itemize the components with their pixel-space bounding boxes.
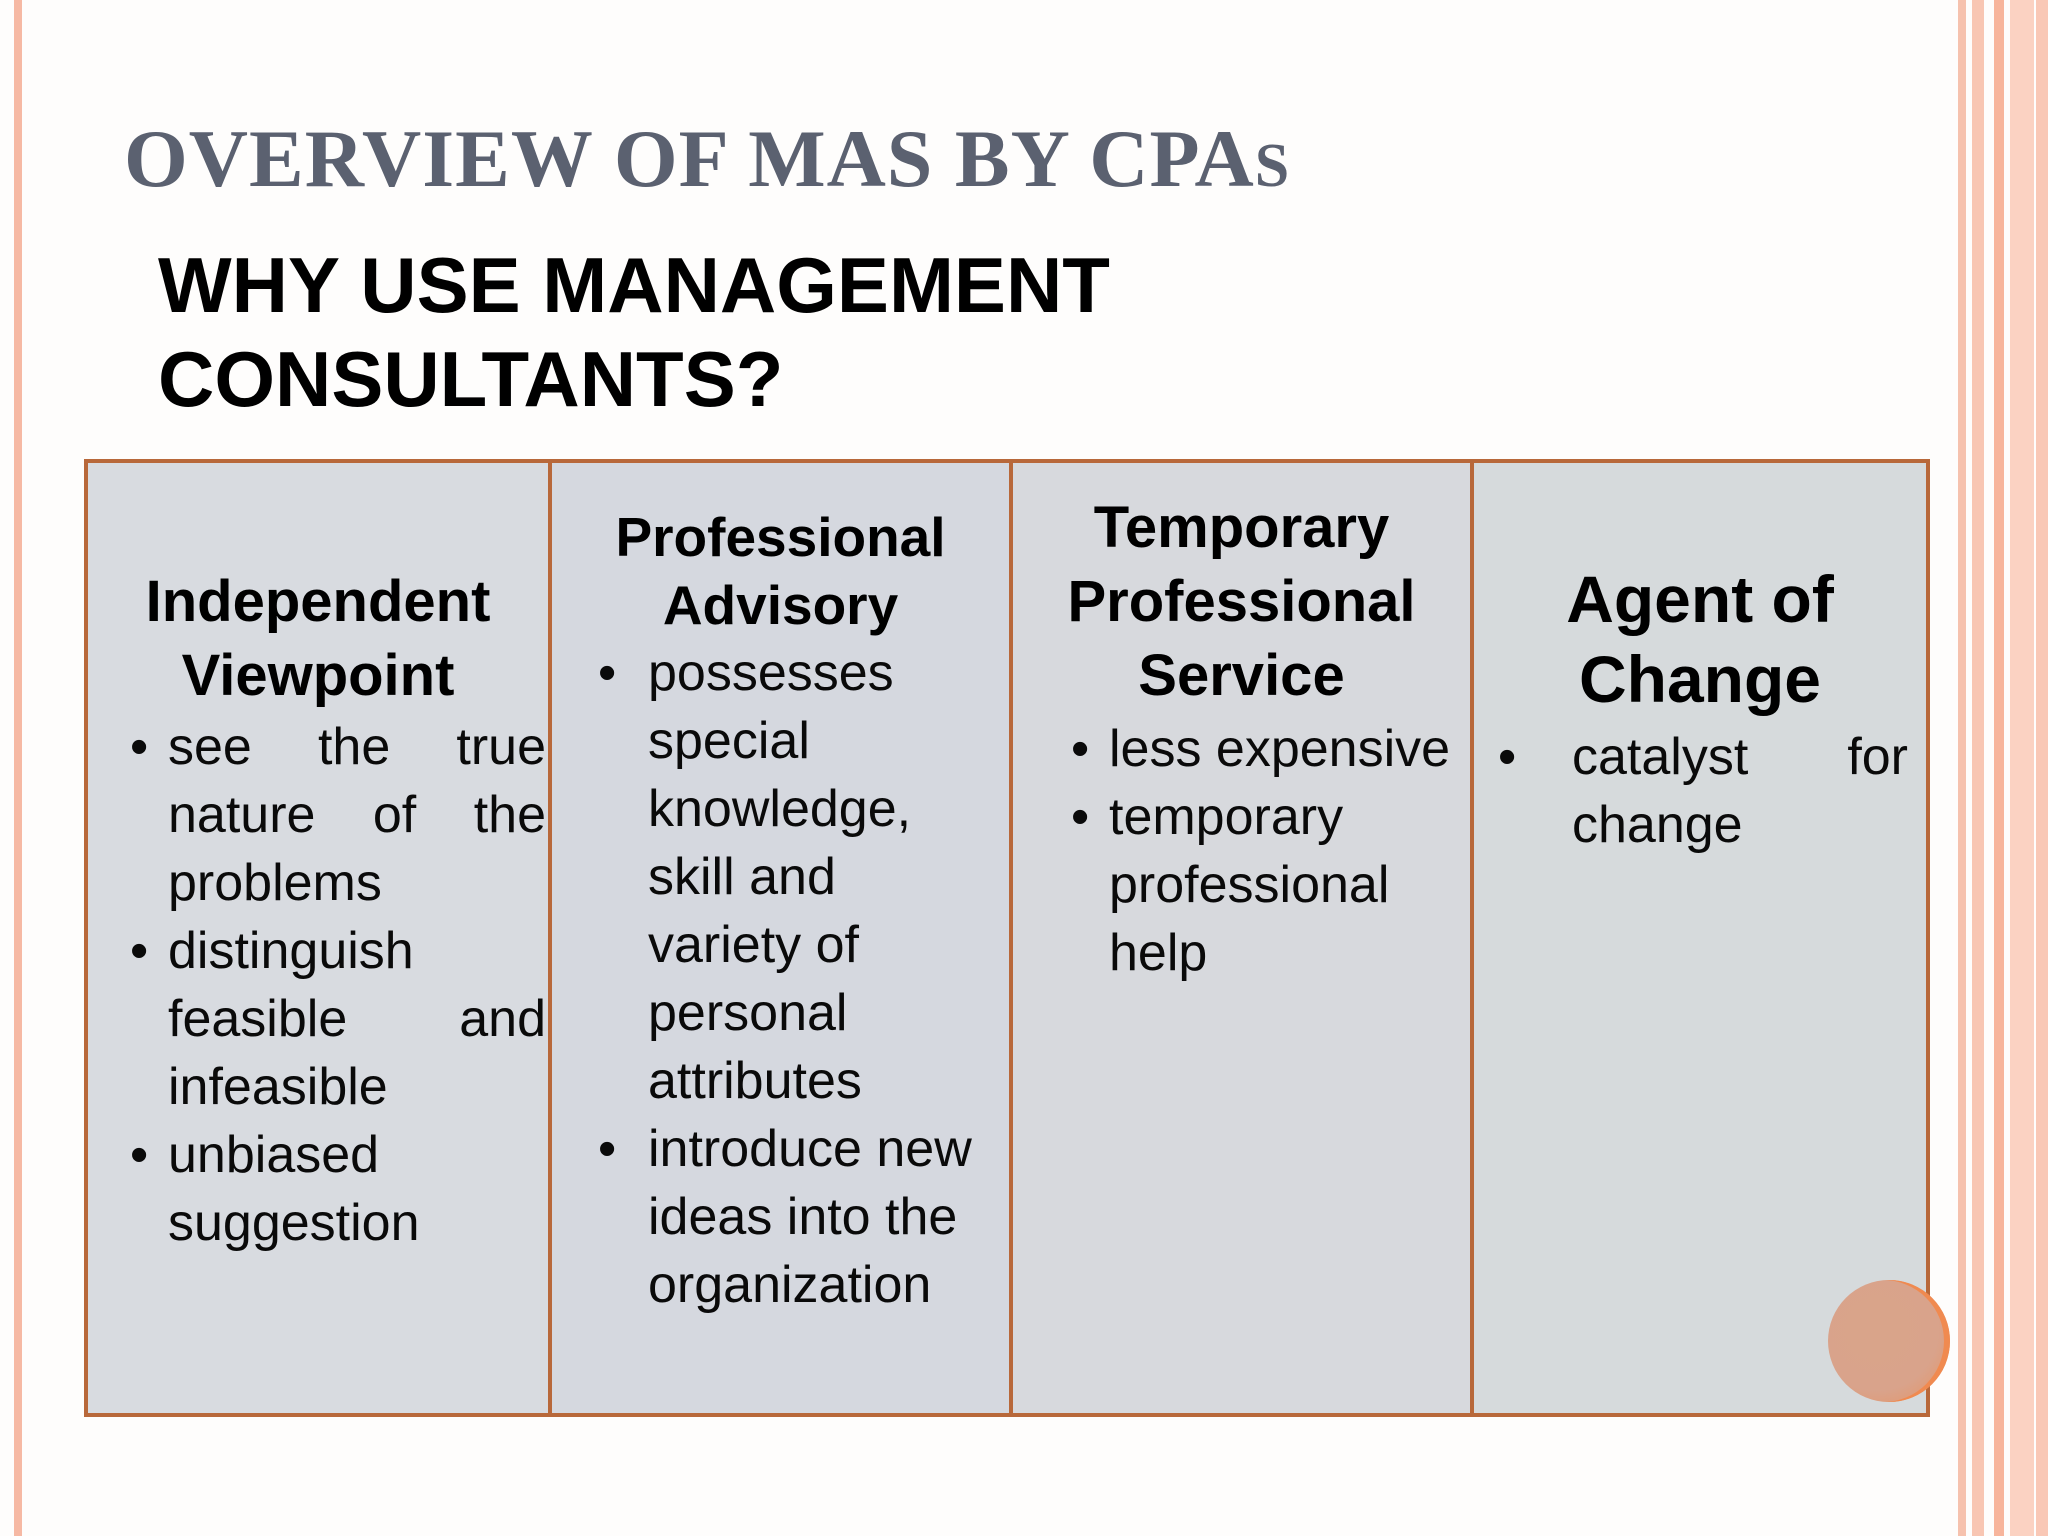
bullet-list [1474, 723, 1926, 859]
bullet-list [1013, 715, 1470, 987]
bullet-item: • distinguish feasible and infeasible [168, 917, 546, 1121]
decorative-stripe-right [1972, 0, 1984, 1536]
decorative-stripe-right [1958, 0, 1966, 1536]
slide-title-suffix: S [1254, 132, 1291, 200]
column-heading: Professional Advisory [615, 506, 946, 636]
decorative-stripe-right [2010, 0, 2034, 1536]
reasons-table [84, 459, 1930, 1417]
bullet-item: • see the true nature of the problems [168, 713, 546, 917]
bullet-item: • temporary professional help [1109, 783, 1464, 987]
bullet-item: • unbiased suggestion [168, 1121, 546, 1257]
column-temporary-professional-service [1009, 463, 1470, 1413]
column-agent-of-change [1470, 463, 1926, 1413]
slide-subtitle: WHY USE MANAGEMENT CONSULTANTS? [158, 241, 1110, 423]
column-heading: Temporary Professional Service [1067, 495, 1416, 708]
slide-title [124, 113, 1291, 204]
decorative-stripe-right [1994, 0, 2004, 1536]
column-heading: Agent of Change [1566, 562, 1834, 716]
bullet-item: • introduce new ideas into the organization [648, 1115, 1003, 1319]
bullet-item: • catalyst for change [1572, 723, 1908, 859]
column-professional-advisory [548, 463, 1009, 1413]
decorative-stripe-right [2036, 0, 2048, 1536]
bullet-item: • less expensive [1109, 715, 1464, 783]
bullet-list [88, 713, 548, 1257]
decorative-stripe-left [14, 0, 22, 1536]
decorative-circle [1828, 1280, 1950, 1402]
bullet-item: • possesses special knowledge, skill and variety of personal attributes [648, 639, 1003, 1115]
column-independent-viewpoint [88, 463, 548, 1413]
bullet-list [552, 639, 1009, 1319]
slide-title-main: OVERVIEW OF MAS BY CPA [124, 113, 1255, 204]
column-heading: Independent Viewpoint [145, 569, 491, 708]
